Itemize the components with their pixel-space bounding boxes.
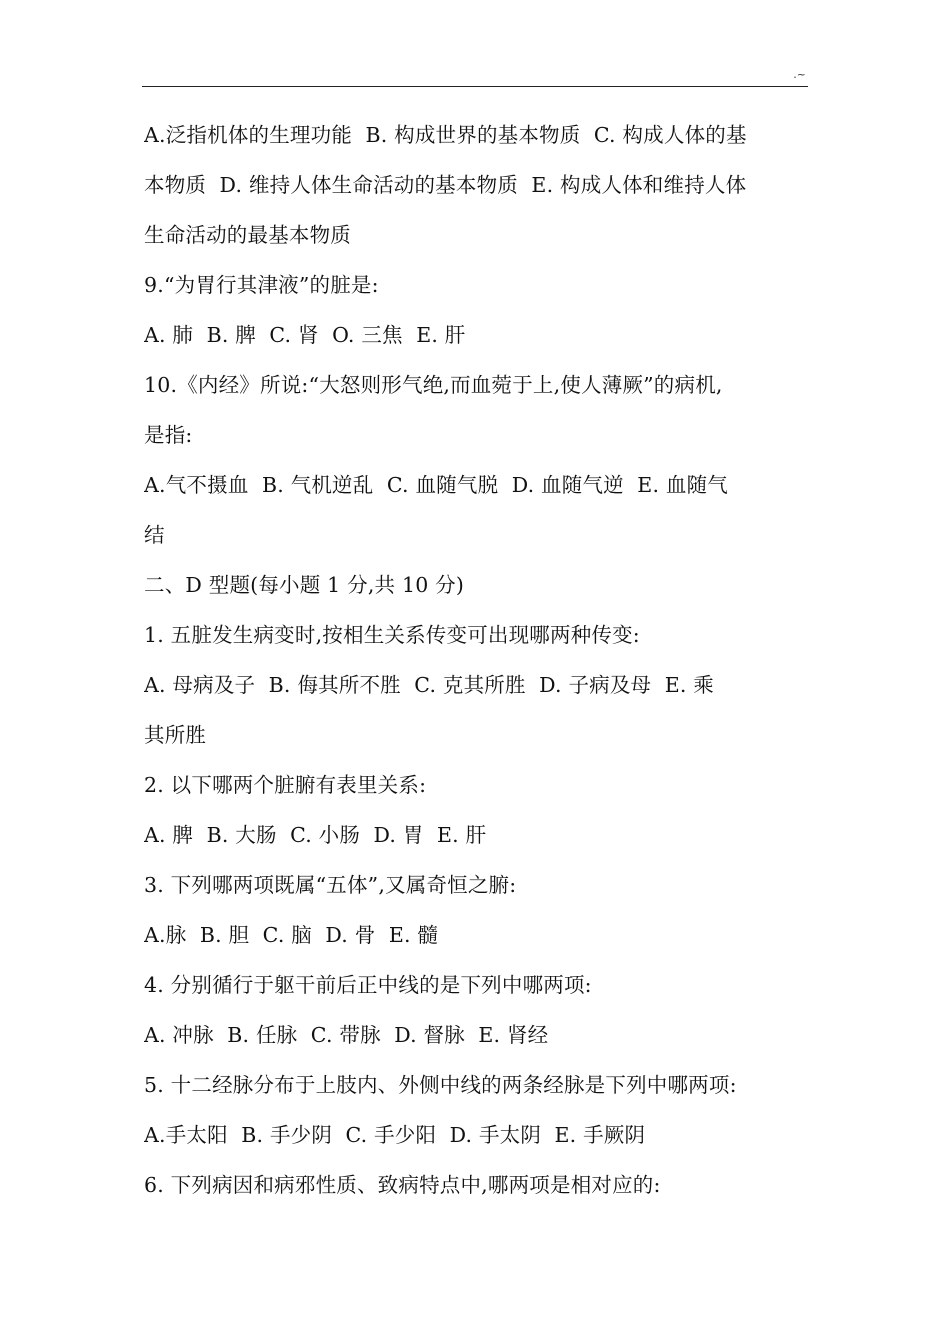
option-line: A.脉 B. 胆 C. 脑 D. 骨 E. 髓 (144, 923, 439, 947)
question-line: 10.《内经》所说:“大怒则形气绝,而血菀于上,使人薄厥”的病机, (144, 373, 723, 397)
option-line: A. 母病及子 B. 侮其所不胜 C. 克其所胜 D. 子病及母 E. 乘 (144, 673, 714, 697)
question-line: 4. 分别循行于躯干前后正中线的是下列中哪两项: (144, 973, 592, 997)
question-line: 2. 以下哪两个脏腑有表里关系: (144, 773, 427, 797)
header-mark: .~ (793, 68, 806, 81)
option-line: A.气不摄血 B. 气机逆乱 C. 血随气脱 D. 血随气逆 E. 血随气 (144, 473, 728, 497)
question-line: 3. 下列哪两项既属“五体”,又属奇恒之腑: (144, 873, 517, 897)
option-line: 结 (144, 523, 165, 547)
document-body (144, 110, 808, 1210)
header-rule (142, 86, 808, 87)
option-line: A.手太阳 B. 手少阴 C. 手少阳 D. 手太阴 E. 手厥阴 (144, 1123, 646, 1147)
option-line: A. 肺 B. 脾 C. 肾 O. 三焦 E. 肝 (144, 323, 466, 347)
question-line: 9.“为胃行其津液”的脏是: (144, 273, 379, 297)
question-line: 5. 十二经脉分布于上肢内、外侧中线的两条经脉是下列中哪两项: (144, 1073, 737, 1097)
section-heading: 二、D 型题(每小题 1 分,共 10 分) (144, 573, 465, 597)
option-line: A. 冲脉 B. 任脉 C. 带脉 D. 督脉 E. 肾经 (144, 1023, 549, 1047)
option-line: 其所胜 (144, 723, 207, 747)
question-line: 是指: (144, 423, 193, 447)
option-line: A. 脾 B. 大肠 C. 小肠 D. 胃 E. 肝 (144, 823, 487, 847)
option-line: 本物质 D. 维持人体生命活动的基本物质 E. 构成人体和维持人体 (144, 173, 747, 197)
question-line: 1. 五脏发生病变时,按相生关系传变可出现哪两种传变: (144, 623, 640, 647)
option-line: 生命活动的最基本物质 (144, 223, 351, 247)
option-line: A.泛指机体的生理功能 B. 构成世界的基本物质 C. 构成人体的基 (144, 123, 747, 147)
question-line: 6. 下列病因和病邪性质、致病特点中,哪两项是相对应的: (144, 1173, 661, 1197)
